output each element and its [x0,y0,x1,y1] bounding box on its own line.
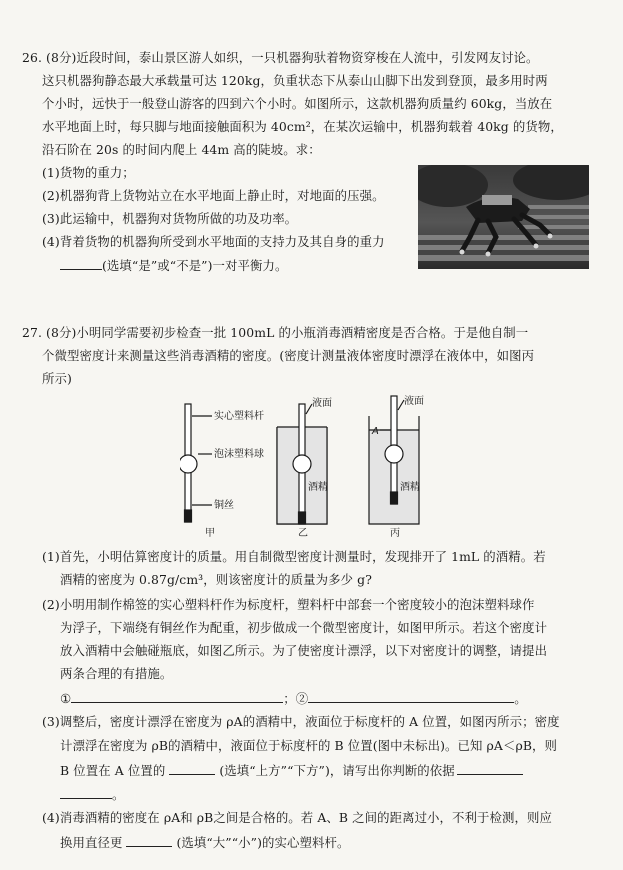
circled-1: ① [60,691,72,706]
q26-part-4-text: (选填“是”或“不是”)一对平衡力。 [102,258,288,273]
answer-blank-4[interactable] [457,762,523,775]
label-wire: 铜丝 [214,500,234,511]
q26-part-4-cont [60,257,288,274]
label-surface-b: 液面 [312,398,332,409]
q27-stem-line-1: 27. (8分)小明同学需要初步检查一批 100mL 的小瓶消毒酒精密度是否合格。于是他自制一 [22,325,529,340]
q27-part-1-cont: 酒精的密度为 0.87g/cm³，则该密度计的质量为多少 g? [60,572,372,587]
q27-part-1: (1)首先，小明估算密度计的质量。用自制微型密度计测量时，发现排开了 1mL 的酒精。若 [42,549,546,564]
q26-stem-line-4: 水平地面上时，每只脚与地面接触面积为 40cm²，在某次运输中，机器狗载着 40kg 的货物， [42,119,563,134]
label-alcohol-b: 酒精 [308,482,328,493]
q27-part-2: (2)小明用制作棉签的实心塑料杆作为标度杆，塑料杆中部套一个密度较小的泡沫塑料球作 [42,597,535,612]
q27-part-3-line-4 [60,786,125,803]
q26-stem-line-3: 个小时，远快于一般登山游客的四到六个小时。如图所示，这款机器狗质量约 60kg，当放在 [42,96,553,111]
q26-part-1: (1)货物的重力； [42,165,135,180]
caption-jia: 甲 [205,528,215,539]
q26-stem-line-2: 这只机器狗静态最大承载量可达 120kg，负重状态下从泰山山脚下出发到登顶，最多用时两 [42,73,548,88]
label-mark-a: A [372,426,379,437]
q26-part-4: (4)背着货物的机器狗所受到水平地面的支持力及其自身的重力 [42,234,385,249]
answer-blank-5[interactable] [60,786,112,799]
q27-part-4-text-b: (选填“大”“小”)的实心塑料杆。 [176,835,350,850]
q27-part-4-line-2 [60,834,349,851]
q27-part-3-line-3 [60,762,523,779]
answer-blank[interactable] [60,257,102,270]
q27-part-2-line-3: 放入酒精中会触碰瓶底，如图乙所示。为了使密度计漂浮，以下对密度计的调整，请提出 [60,643,548,658]
q27-part-3-text-a: B 位置在 A 位置的 [60,763,166,778]
label-alcohol-c: 酒精 [400,482,420,493]
answer-blank-3[interactable] [169,762,215,775]
q27-stem-line-3: 所示) [42,371,72,386]
q26-stem-line-1: 26. (8分)近段时间，泰山景区游人如织，一只机器狗驮着物资穿梭在人流中，引发网友讨论。 [22,50,539,65]
q27-part-4: (4)消毒酒精的密度在 ρA和 ρB之间是合格的。若 A、B 之间的距离过小，不利于检测，则应 [42,810,552,825]
q27-part-4-text-a: 换用直径更 [60,835,123,850]
q27-stem-line-2: 个微型密度计来测量这些消毒酒精的密度。(密度计测量液体密度时漂浮在液体中，如图丙 [42,348,535,363]
answer-blank-2[interactable] [308,690,514,703]
q26-part-2: (2)机器狗背上货物站立在水平地面上静止时，对地面的压强。 [42,188,385,203]
q26-stem-line-5: 沿石阶在 20s 的时间内爬上 44m 高的陡坡。求： [42,142,321,157]
robot-dog-photo [418,165,589,269]
q26-part-3: (3)此运输中，机器狗对货物所做的功及功率。 [42,211,298,226]
q27-part-3-text-b: (选填“上方”“下方”)，请写出你判断的依据 [219,763,455,778]
answer-blank-1[interactable] [71,690,283,703]
q27-part-3: (3)调整后，密度计漂浮在密度为 ρA的酒精中，液面位于标度杆的 A 位置，如图丙所示；密度 [42,714,560,729]
densimeter-diagram [180,392,440,542]
circled-2: ；② [283,691,309,706]
period: 。 [514,691,527,706]
label-rod: 实心塑料杆 [214,411,264,422]
period: 。 [112,787,125,802]
answer-blank-6[interactable] [126,834,172,847]
q27-part-2-line-2: 为浮子，下端绕有铜丝作为配重，初步做成一个微型密度计，如图甲所示。若这个密度计 [60,620,548,635]
q27-part-3-line-2: 计漂浮在密度为 ρB的酒精中，液面位于标度杆的 B 位置(图中未标出)。已知 ρA＜ρB，则 [60,738,558,753]
q27-part-2-line-4: 两条合理的有措施。 [60,666,173,681]
caption-bing: 丙 [390,528,400,539]
caption-yi: 乙 [298,528,308,539]
label-surface-c: 液面 [404,396,424,407]
q27-part-2-answers [60,690,527,707]
label-ball: 泡沫塑料球 [214,449,264,460]
